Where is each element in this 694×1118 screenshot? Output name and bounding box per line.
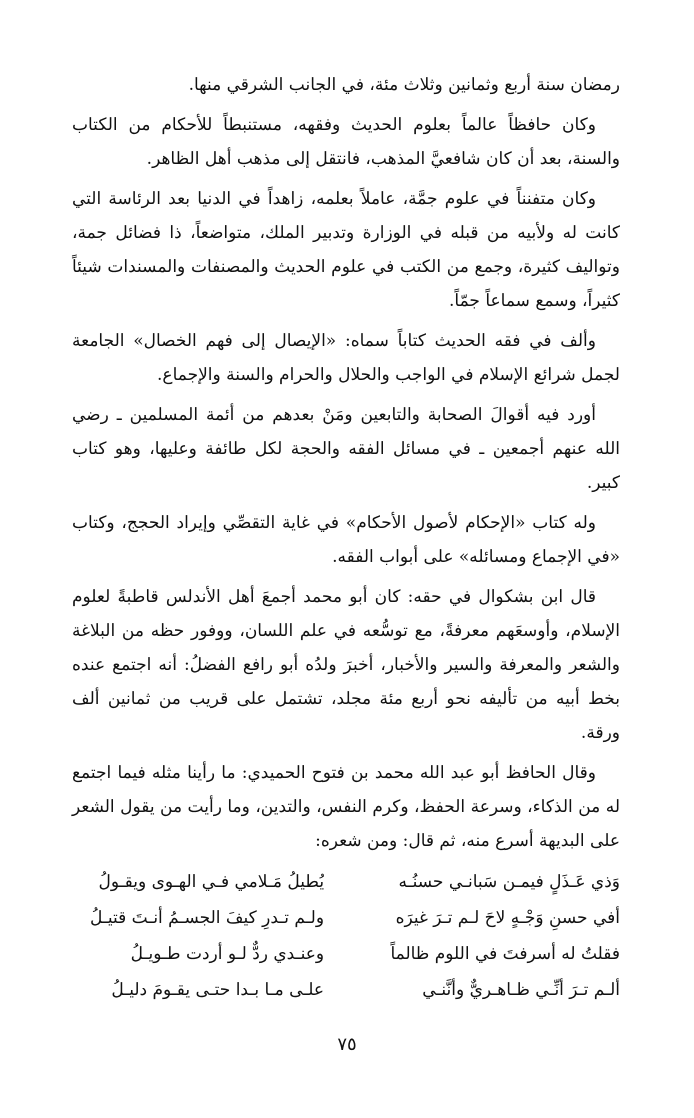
poem-verse — [72, 900, 620, 936]
page-body — [72, 68, 620, 1008]
paragraph-5: أورد فيه أقوالَ الصحابة والتابعين ومَنْ بعدهم من أئمة المسلمين ـ رضي الله عنهم أجمعين ـ في مسائل الفقه والحجة لكل طائفة وعليها، وهو كتاب كبير. — [72, 405, 620, 493]
paragraph-8: وقال الحافظ أبو عبد الله محمد بن فتوح الحميدي: ما رأينا مثله فيما اجتمع له من الذكاء، وسرعة الحفظ، وكرم النفس، والتدين، وما رأيت من يقول الشعر على البديهة أسرع منه، ثم قال: ومن شعره: — [72, 763, 620, 851]
poem-verse — [72, 936, 620, 972]
verse-first-hemistich: وَذي عَـذَلٍ فيمـن سَبانـي حسنُـه — [398, 872, 620, 892]
paragraph-3: وكان متفنناً في علوم جمَّة، عاملاً بعلمه، زاهداً في الدنيا بعد الرئاسة التي كانت له ولأبيه من قبله في الوزارة وتدبير الملك، متواضعاً، ذا فضائل جمة، وتواليف كثيرة، وجمع من الكتب في علوم الحديث والمصنفات والمسندات شيئاً كثيراً، وسمع سماعاً جمّاً. — [72, 189, 620, 311]
verse-second-hemistich: ولـم تـدرِ كيفَ الجسـمُ أنـتَ قتيـلُ — [90, 908, 325, 928]
verse-first-hemistich: أفي حسنِ وَجْـهٍ لاحَ لـم تـرَ غيرَه — [395, 908, 620, 928]
verse-first-hemistich: فقلتُ له أسرفتَ في اللوم ظالماً — [390, 944, 620, 964]
poem-verse — [72, 864, 620, 900]
poem — [72, 864, 620, 1008]
page-number: ٧٥ — [337, 1034, 357, 1055]
paragraph-1: رمضان سنة أربع وثمانين وثلاث مئة، في الجانب الشرقي منها. — [188, 75, 620, 95]
verse-second-hemistich: علـى مـا بـدا حتـى يقـومَ دليـلُ — [111, 980, 325, 1000]
verse-second-hemistich: يُطيلُ مَـلامي فـي الهـوى ويقـولُ — [98, 872, 325, 892]
verse-second-hemistich: وعنـدي ردٌّ لـو أردت طـويـلُ — [130, 944, 325, 964]
paragraph-4: وألف في فقه الحديث كتاباً سماه: «الإيصال إلى فهم الخصال» الجامعة لجمل شرائع الإسلام في الواجب والحلال والحرام والسنة والإجماع. — [72, 331, 620, 385]
paragraph-6: وله كتاب «الإحكام لأصول الأحكام» في غاية التقصِّي وإيراد الحجج، وكتاب «في الإجماع ومسائله» على أبواب الفقه. — [72, 513, 620, 567]
paragraph-2: وكان حافظاً عالماً بعلوم الحديث وفقهه، مستنبطاً للأحكام من الكتاب والسنة، بعد أن كان شافعيَّ المذهب، فانتقل إلى مذهب أهل الظاهر. — [72, 115, 620, 169]
poem-verse — [72, 972, 620, 1008]
verse-first-hemistich: ألـم تـرَ أنِّـي ظـاهـريٌّ وأنَّنـي — [422, 980, 620, 1000]
paragraph-7: قال ابن بشكوال في حقه: كان أبو محمد أجمعَ أهل الأندلس قاطبةً لعلوم الإسلام، وأوسعَهم معرفةً، مع توسُّعه في علم اللسان، ووفور حظه من البلاغة والشعر والمعرفة والسير والأخبار، أخبرَ ولدُه أبو رافع الفضلُ: أنه اجتمع عنده بخط أبيه من تأليفه نحو أربع مئة مجلد، تشتمل على قريب من ثمانين ألف ورقة. — [72, 587, 620, 743]
